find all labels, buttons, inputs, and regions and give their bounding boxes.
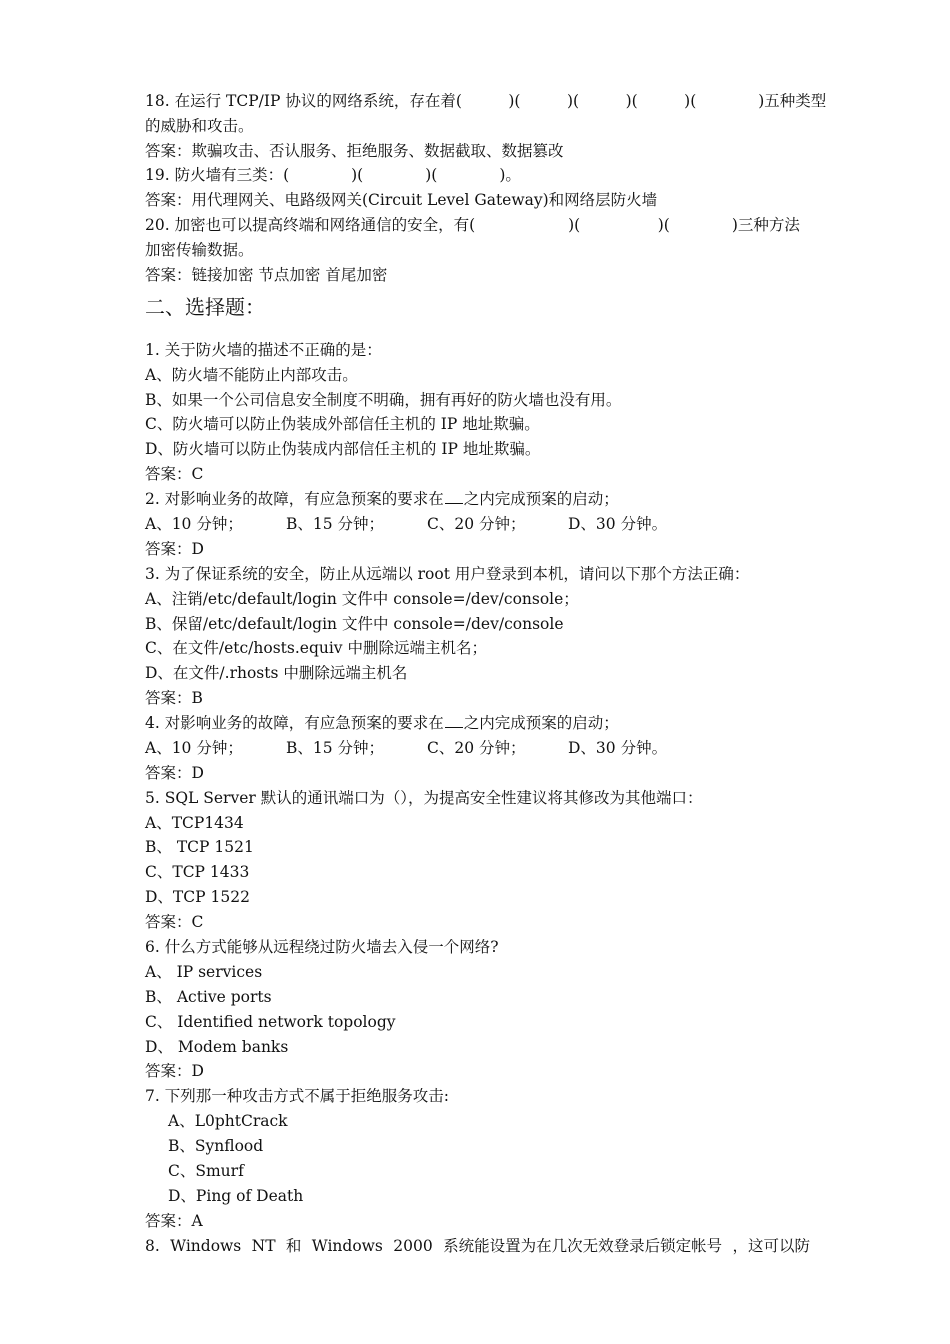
c2-question-pre: 2. 对影响业务的故障，有应急预案的要求在 — [145, 490, 444, 508]
c2-question-post: 之内完成预案的启动； — [463, 490, 619, 508]
a18: 答案：欺骗攻击、否认服务、拒绝服务、数据截取、数据篡改 — [145, 142, 564, 160]
c2-options — [145, 514, 810, 534]
c8-word: 和 — [285, 1237, 302, 1255]
c7-option-b: B、Synflood — [168, 1137, 264, 1155]
c3-question: 3. 为了保证系统的安全，防止从远端以 root 用户登录到本机，请问以下那个方法正确： — [145, 565, 750, 583]
c1-option-d: D、防火墙可以防止伪装成内部信任主机的 IP 地址欺骗。 — [145, 440, 541, 458]
c1-question: 1. 关于防火墙的描述不正确的是： — [145, 341, 382, 359]
q19: 19. 防火墙有三类：( )( )( )。 — [145, 166, 521, 184]
c6-option-b: B、 Active ports — [145, 988, 272, 1006]
c4-question — [145, 713, 810, 733]
q20-line1: 20. 加密也可以提高终端和网络通信的安全，有( )( )( )三种方法 — [145, 216, 800, 234]
c7-option-d: D、Ping of Death — [168, 1187, 304, 1205]
q18-line1: 18. 在运行 TCP/IP 协议的网络系统，存在着( )( )( )( )( )五种类型 — [145, 92, 827, 110]
c3-option-a: A、注销/etc/default/login 文件中 console=/dev/console； — [145, 590, 579, 608]
section-heading: 二、选择题： — [145, 295, 265, 319]
c5-option-c: C、TCP 1433 — [145, 863, 250, 881]
c3-answer: 答案：B — [145, 689, 203, 707]
c2-option-a: A、10 分钟； — [145, 515, 243, 533]
c4-option-b: B、15 分钟； — [286, 739, 385, 757]
c8-word: NT — [251, 1237, 276, 1255]
c1-option-c: C、防火墙可以防止伪装成外部信任主机的 IP 地址欺骗。 — [145, 415, 540, 433]
c4-option-d: D、30 分钟。 — [568, 739, 668, 757]
c7-answer: 答案：A — [145, 1212, 203, 1230]
c2-option-c: C、20 分钟； — [427, 515, 526, 533]
c2-option-b: B、15 分钟； — [286, 515, 385, 533]
c1-option-b: B、如果一个公司信息安全制度不明确，拥有再好的防火墙也没有用。 — [145, 391, 622, 409]
c8-word: 2000 — [393, 1237, 433, 1255]
c4-option-c: C、20 分钟； — [427, 739, 526, 757]
c1-option-a: A、防火墙不能防止内部攻击。 — [145, 366, 358, 384]
c8-word: 8. — [145, 1237, 160, 1255]
c6-question: 6. 什么方式能够从远程绕过防火墙去入侵一个网络? — [145, 938, 499, 956]
q20-line2: 加密传输数据。 — [145, 241, 254, 259]
c4-answer: 答案：D — [145, 764, 204, 782]
c8-word: Windows — [170, 1237, 242, 1255]
c2-answer: 答案：D — [145, 540, 204, 558]
c8-word: Windows — [311, 1237, 383, 1255]
c3-option-b: B、保留/etc/default/login 文件中 console=/dev/console — [145, 615, 564, 633]
c5-option-a: A、TCP1434 — [145, 814, 244, 832]
c6-option-a: A、 IP services — [145, 963, 263, 981]
c5-option-d: D、TCP 1522 — [145, 888, 250, 906]
c6-option-d: D、 Modem banks — [145, 1038, 289, 1056]
c4-option-a: A、10 分钟； — [145, 739, 243, 757]
c2-question — [145, 489, 810, 509]
q18-line2: 的威胁和攻击。 — [145, 117, 254, 135]
c7-option-c: C、Smurf — [168, 1162, 244, 1180]
c3-option-d: D、在文件/.rhosts 中删除远端主机名 — [145, 664, 408, 682]
c8-word: ，这可以防 — [732, 1237, 810, 1255]
c4-question-pre: 4. 对影响业务的故障，有应急预案的要求在 — [145, 714, 444, 732]
a20: 答案：链接加密 节点加密 首尾加密 — [145, 266, 388, 284]
c8-word: 系统能设置为在几次无效登录后锁定帐号 — [443, 1237, 723, 1255]
c8-question — [145, 1236, 810, 1256]
c7-question: 7. 下列那一种攻击方式不属于拒绝服务攻击: — [145, 1087, 449, 1105]
c7-option-a: A、L0phtCrack — [168, 1112, 288, 1130]
c5-option-b: B、 TCP 1521 — [145, 838, 254, 856]
c6-answer: 答案：D — [145, 1062, 204, 1080]
c4-blank — [445, 713, 463, 728]
c1-answer: 答案：C — [145, 465, 204, 483]
a19: 答案：用代理网关、电路级网关(Circuit Level Gateway)和网络层防火墙 — [145, 191, 658, 209]
c2-blank — [445, 489, 463, 504]
c4-question-post: 之内完成预案的启动； — [463, 714, 619, 732]
c4-options — [145, 738, 810, 758]
c5-question: 5. SQL Server 默认的通讯端口为（），为提高安全性建议将其修改为其他端口： — [145, 789, 703, 807]
c5-answer: 答案：C — [145, 913, 204, 931]
c3-option-c: C、在文件/etc/hosts.equiv 中删除远端主机名； — [145, 639, 487, 657]
c2-option-d: D、30 分钟。 — [568, 515, 668, 533]
c6-option-c: C、 Identified network topology — [145, 1013, 396, 1031]
